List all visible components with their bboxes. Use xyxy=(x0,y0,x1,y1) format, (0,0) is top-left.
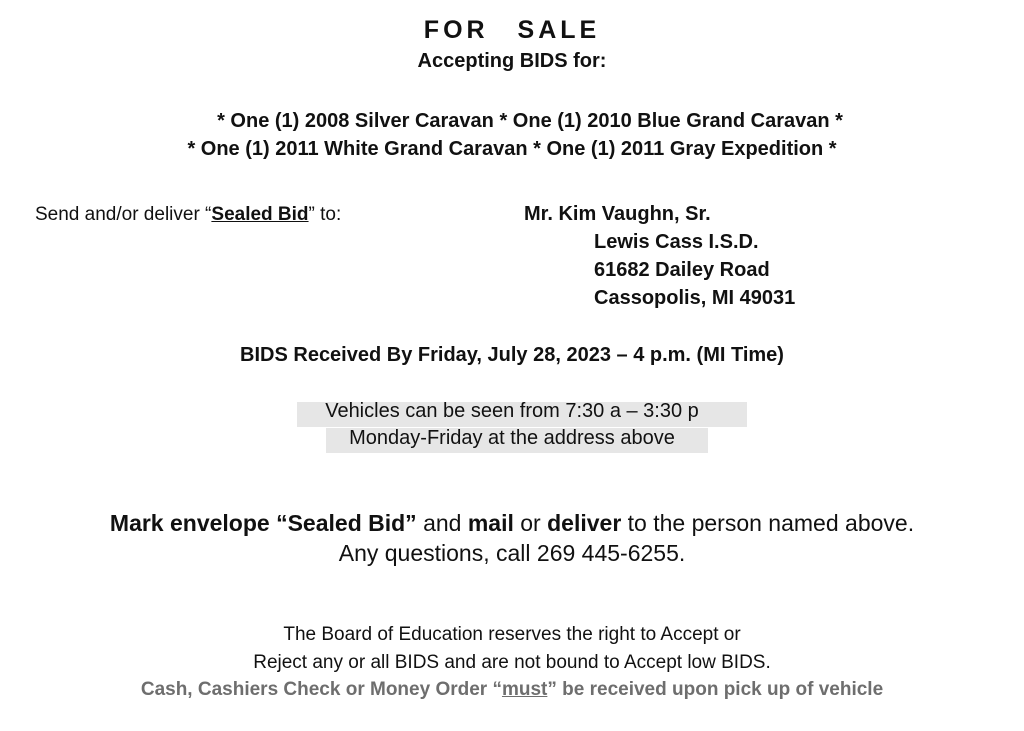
must-emphasis: must xyxy=(501,679,548,700)
viewing-hours: Vehicles can be seen from 7:30 a – 3:30 p xyxy=(325,400,699,422)
vehicle-list-line-1: * One (1) 2008 Silver Caravan * One (1) 2010 Blue Grand Caravan * xyxy=(217,110,843,132)
payment-terms xyxy=(0,679,1024,701)
address-street: 61682 Dailey Road xyxy=(594,259,770,281)
board-notice-line-1: The Board of Education reserves the right to Accept or xyxy=(283,624,741,645)
send-suffix: ” to: xyxy=(308,204,342,225)
contact-phone: Any questions, call 269 445-6255. xyxy=(338,540,686,566)
subtitle: Accepting BIDS for: xyxy=(417,50,607,72)
address-name: Mr. Kim Vaughn, Sr. xyxy=(524,203,711,225)
address-city: Cassopolis, MI 49031 xyxy=(594,287,796,309)
address-organization: Lewis Cass I.S.D. xyxy=(594,231,759,253)
instructions-connector-2: or xyxy=(513,510,548,536)
bid-deadline: BIDS Received By Friday, July 28, 2023 – 4 p.m. (MI Time) xyxy=(240,344,784,366)
send-instructions xyxy=(35,204,341,226)
payment-suffix: ” be received upon pick up of vehicle xyxy=(547,679,884,700)
payment-prefix: Cash, Cashiers Check or Money Order “ xyxy=(140,679,502,700)
vehicle-list-line-2: * One (1) 2011 White Grand Caravan * One (1) 2011 Gray Expedition * xyxy=(187,138,837,160)
mailing-instructions xyxy=(0,510,1024,537)
viewing-days: Monday-Friday at the address above xyxy=(349,427,675,449)
instructions-connector-1: and xyxy=(416,510,468,536)
deliver-emphasis: deliver xyxy=(547,510,622,536)
sealed-bid-emphasis: Sealed Bid xyxy=(211,204,309,225)
page-title: FOR SALE xyxy=(423,16,601,44)
mark-envelope-text: Mark envelope “Sealed Bid” xyxy=(109,510,417,536)
mail-emphasis: mail xyxy=(467,510,514,536)
send-prefix: Send and/or deliver “ xyxy=(35,204,212,225)
board-notice-line-2: Reject any or all BIDS and are not bound to Accept low BIDS. xyxy=(253,652,771,673)
instructions-tail: to the person named above. xyxy=(621,510,915,536)
